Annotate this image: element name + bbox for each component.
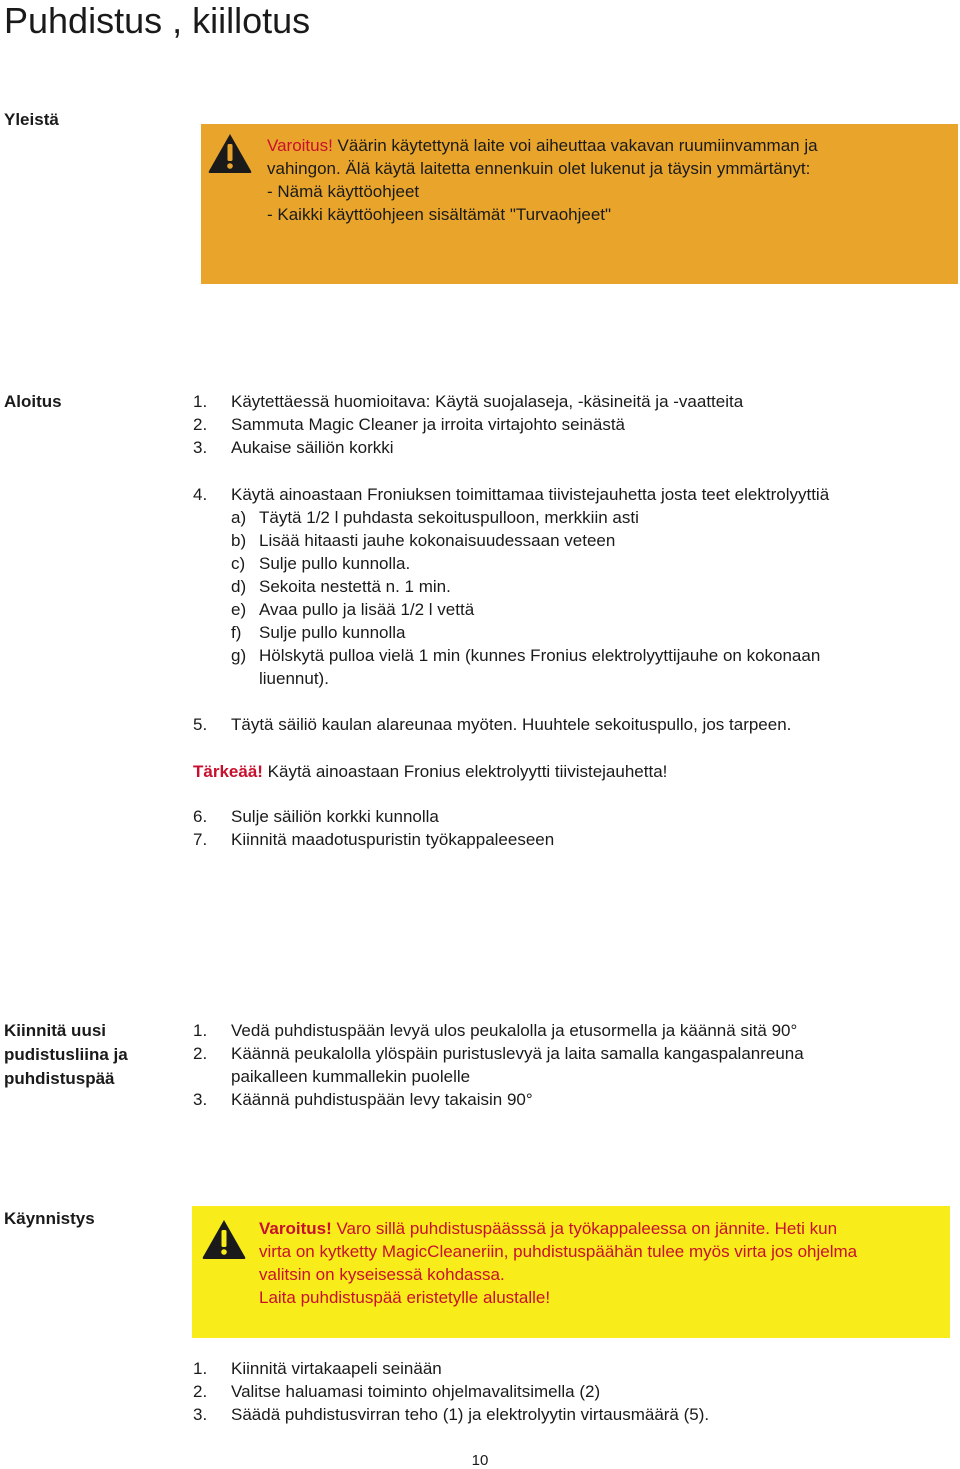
heading-line: puhdistuspää — [4, 1069, 115, 1088]
warning-label: Varoitus! — [259, 1219, 332, 1238]
step-text: Säädä puhdistusvirran teho (1) ja elektrolyytin virtausmäärä (5). — [231, 1405, 710, 1424]
warning-icon — [201, 1218, 247, 1260]
warning-icon — [207, 132, 253, 174]
important-text: Käytä ainoastaan Fronius elektrolyytti tiivistejauhetta! — [262, 762, 668, 781]
step-text: Kiinnitä virtakaapeli seinään — [231, 1359, 442, 1378]
substep-letter: d) — [231, 577, 247, 596]
step-text: Vedä puhdistuspään levyä ulos peukalolla ja etusormella ja käännä sitä 90° — [231, 1021, 798, 1040]
heading-line: pudistusliina ja — [4, 1045, 128, 1064]
substep-letter: c) — [231, 554, 246, 573]
page-title: Puhdistus , kiillotus — [4, 0, 311, 41]
warning-text: Varo sillä puhdistuspäässsä ja työkappaleessa on jännite. Heti kun — [331, 1219, 838, 1238]
step-text: Sulje säiliön korkki kunnolla — [231, 807, 439, 826]
substep-letter: g) — [231, 646, 247, 665]
step-text: Täytä säiliö kaulan alareunaa myöten. Huuhtele sekoituspullo, jos tarpeen. — [231, 715, 792, 734]
substep-letter: f) — [231, 623, 242, 642]
step-text: Valitse haluamasi toiminto ohjelmavalitsimella (2) — [231, 1382, 601, 1401]
warning-line-3: valitsin on kyseisessä kohdassa. — [259, 1265, 505, 1284]
warning-line-3: - Nämä käyttöohjeet — [267, 182, 420, 201]
substep-letter: b) — [231, 531, 247, 550]
heading-line: Kiinnitä uusi — [4, 1021, 106, 1040]
step-number: 6. — [193, 807, 208, 826]
step-number: 3. — [193, 1090, 208, 1109]
step-text: Käännä peukalolla ylöspäin puristuslevyä ja laita samalla kangaspalanreuna — [231, 1044, 804, 1063]
substep-text-continued: liuennut). — [259, 669, 329, 688]
important-note — [193, 760, 667, 783]
step-text: Käännä puhdistuspään levy takaisin 90° — [231, 1090, 533, 1109]
warning-line-1 — [267, 134, 818, 157]
section-heading-yleista: Yleistä — [4, 110, 59, 129]
step-number: 4. — [193, 485, 208, 504]
substep-letter: a) — [231, 508, 247, 527]
step-number: 2. — [193, 415, 208, 434]
step-number: 2. — [193, 1044, 208, 1063]
warning-line-2: vahingon. Älä käytä laitetta ennenkuin olet lukenut ja täysin ymmärtänyt: — [267, 159, 811, 178]
step-number: 1. — [193, 1359, 208, 1378]
step-text-continued: paikalleen kummallekin puolelle — [231, 1067, 471, 1086]
warning-line-1 — [259, 1217, 837, 1240]
substep-text: Hölskytä pulloa vielä 1 min (kunnes Fronius elektrolyyttijauhe on kokonaan — [259, 646, 821, 665]
warning-line-4: Laita puhdistuspää eristetylle alustalle! — [259, 1288, 551, 1307]
step-number: 7. — [193, 830, 208, 849]
section-heading-kaynnistys: Käynnistys — [4, 1209, 95, 1228]
substep-text: Sulje pullo kunnolla — [259, 623, 406, 642]
substep-text: Sekoita nestettä n. 1 min. — [259, 577, 451, 596]
warning-line-2: virta on kytketty MagicCleaneriin, puhdistuspäähän tulee myös virta jos ohjelma — [259, 1242, 858, 1261]
section-heading-aloitus: Aloitus — [4, 392, 62, 411]
step-number: 1. — [193, 1021, 208, 1040]
step-number: 2. — [193, 1382, 208, 1401]
warning-text: Väärin käytettynä laite voi aiheuttaa vakavan ruumiinvamman ja — [332, 136, 818, 155]
warning-box-voltage — [192, 1206, 950, 1338]
substep-text: Lisää hitaasti jauhe kokonaisuudessaan veteen — [259, 531, 616, 550]
important-label: Tärkeää! — [193, 762, 263, 781]
warning-line-4: - Kaikki käyttöohjeen sisältämät "Turvaohjeet" — [267, 205, 612, 224]
section-heading-kiinnita — [4, 1019, 128, 1091]
step-text: Käytettäessä huomioitava: Käytä suojalaseja, -käsineitä ja -vaatteita — [231, 392, 744, 411]
substep-text: Sulje pullo kunnolla. — [259, 554, 411, 573]
step-text: Sammuta Magic Cleaner ja irroita virtajohto seinästä — [231, 415, 626, 434]
step-number: 3. — [193, 1405, 208, 1424]
step-text: Aukaise säiliön korkki — [231, 438, 394, 457]
substep-text: Avaa pullo ja lisää 1/2 l vettä — [259, 600, 475, 619]
substep-text: Täytä 1/2 l puhdasta sekoituspulloon, merkkiin asti — [259, 508, 639, 527]
step-number: 1. — [193, 392, 208, 411]
step-text: Käytä ainoastaan Froniuksen toimittamaa tiivistejauhetta josta teet elektrolyyttiä — [231, 485, 830, 504]
substep-letter: e) — [231, 600, 247, 619]
warning-label: Varoitus! — [267, 136, 333, 155]
step-text: Kiinnitä maadotuspuristin työkappaleeseen — [231, 830, 555, 849]
step-number: 3. — [193, 438, 208, 457]
step-number: 5. — [193, 715, 208, 734]
page-number: 10 — [471, 1452, 489, 1469]
warning-box-general — [201, 124, 958, 284]
